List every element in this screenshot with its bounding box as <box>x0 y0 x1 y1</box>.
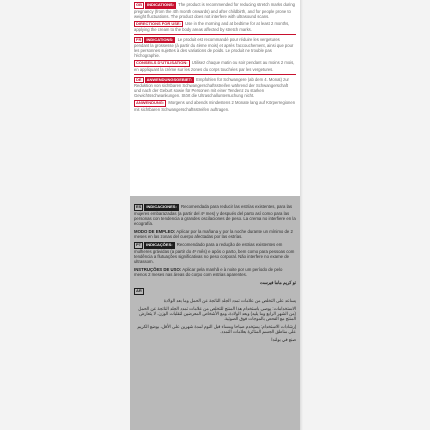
pt-instrucoes-text: Aplicar pela manhã e à noite por um período de pelo menos 2 meses nas áreas do corpo com estrias aparentes. <box>134 266 283 278</box>
gb-directions <box>134 21 296 33</box>
es-modo-label: MODO DE EMPLEO: <box>134 228 176 234</box>
es-modo <box>134 229 296 239</box>
gb-indications <box>134 2 296 19</box>
pt-indicacoes-label: INDICAÇÕES: <box>146 242 173 248</box>
de-anwendung-label: ANWENDUNG: <box>136 100 165 106</box>
es-code-tag: ES <box>136 204 142 209</box>
ar-text-3: إرشادات الاستخدام: يستخدم صباحا ومساء قبل النوم لمدة شهرين على الأقل، بوضع الكريم على مناطق الجسم المتأثرة بعلامات التمدد. <box>137 324 296 335</box>
fr-conseils <box>134 60 296 72</box>
es-indicaciones-label: INDICACIONES: <box>146 204 177 209</box>
panel-edge-shadow <box>300 0 303 430</box>
pt-instrucoes-label: INSTRUÇÕES DE USO: <box>134 266 182 272</box>
gb-directions-text: Use in the morning and at bedtime for at least 2 months, applying the cream to the body areas affected by stretch marks. <box>134 20 290 33</box>
de-code-tag: DE <box>136 76 142 82</box>
fr-indications <box>134 37 296 59</box>
pt-code-tag: PT <box>136 242 142 248</box>
pt-instrucoes <box>134 267 296 277</box>
ar-text-4: صنع في بولندا <box>271 337 296 343</box>
grey-label-panel <box>130 196 300 430</box>
fr-code-tag: FR <box>136 36 142 42</box>
ar-heading-text: تو كريم ماما فيرست <box>259 280 296 286</box>
ar-text-2: الاستخدامات: يوصى باستخدام هذا المنتج للتخلص من علامات تمدد الجلد الناتجة عن الحمل (من الشهر الرابع وما يليه) وبعد الولادة، ومع الأشخاص المعرضين لتقلبات الوزن. لا يتعارض المنتج مع الفحص بالموجات فوق الصوتية. <box>138 305 296 322</box>
es-indicaciones-text: Recomendada para reducir las estrías existentes, para las mujeres embarazadas (a partir del 4º mes) y después del parto así como para las personas con tendencia a grandes oscilaciones de peso. La crema no interfiere en la ecografía. <box>134 204 296 226</box>
divider <box>134 74 296 75</box>
de-anwendungsgebiet-text: Empfohlen für Schwangere (ab dem 4. Monat) zur Reduktion von sichtbaren Schwangerschaftsstreifen während der Schwangerschaft und nach der Geburt sowie für Personen mit einer Tendenz zu starken Gewichtsschwankungen. Stört die Ultraschalluntersuchung nicht. <box>134 76 289 99</box>
de-anwendungsgebiet <box>134 77 296 99</box>
gb-directions-label: DIRECTIONS FOR USE: <box>136 20 181 26</box>
gb-indications-label: INDICATIONS: <box>147 2 175 7</box>
fr-indications-label: INDICATIONS: <box>146 36 174 42</box>
gb-indications-text: The product is recommended for reducing stretch marks during pregnancy (from the 4th month onwards) and after childbirth, and for people prone to weight fluctuations. The product does not interfere with ultrasound scans. <box>134 2 295 19</box>
divider <box>134 34 296 35</box>
de-anwendungsgebiet-label: ANWENDUNGSGEBIET: <box>146 76 192 82</box>
gb-code-tag: GB <box>136 2 142 7</box>
fr-conseils-text: Utilisez chaque matin ou soir pendant au moins 2 mois, en appliquant la crème sur les zones du corps touchées par les vergetures. <box>134 60 295 72</box>
de-anwendung <box>134 100 296 112</box>
pt-indicacoes <box>134 242 296 264</box>
fr-indications-text: Le produit est recommandé pour réduire les vergetures pendant la grossesse (à partir du 4ème mois) et après l'accouchement, ainsi que pour les personnes sujettes à des variations de poids. Le produit ne trouble pas l'échographie. <box>134 36 294 59</box>
ar-code-tag: AR <box>136 288 142 294</box>
ar-text-1: يساعد على التخلص من علامات تمدد الجلد الناتجة عن الحمل وما بعد الولادة <box>163 297 296 303</box>
es-modo-text: Aplicar por la mañana y por la noche durante un mínimo de 2 meses en las zonas del cuerpo afectadas por las estrías. <box>134 228 293 239</box>
es-indicaciones <box>134 204 296 226</box>
fr-conseils-label: CONSEILS D'UTILISATION: <box>136 60 188 66</box>
de-anwendung-text: Morgens und abends mindestens 2 Monate lang auf Körperregionen mit sichtbaren Schwangerschaftsstreifen auftragen. <box>134 100 296 112</box>
pt-indicacoes-text: Recomendado para a redução de estrias existentes em mulheres grávidas (a partir do 4º mês) e após o parto, bem como para pessoas com tendência a flutuações significativas no peso corporal. Não interfere no exame de ultrassom. <box>134 242 295 264</box>
ar-code-row <box>134 288 296 295</box>
ar-heading <box>134 280 296 285</box>
white-label-panel <box>130 0 300 196</box>
